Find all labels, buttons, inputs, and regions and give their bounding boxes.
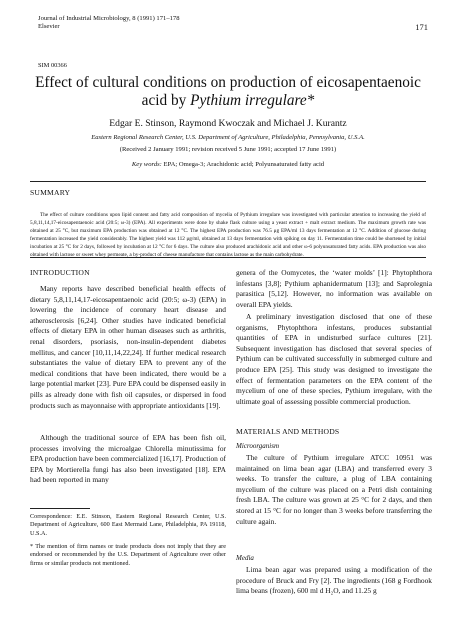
methods-heading: MATERIALS AND METHODS bbox=[236, 427, 340, 436]
journal-info bbox=[38, 15, 180, 32]
introduction-para-2: Although the traditional source of EPA has been fish oil, processes involving the microalgae Chlorella minutissima for EPA production have been commercialized [16,17]. Production of EPA by Mortierella fungi has also been investigated [18]. EPA had been reported in many bbox=[30, 433, 226, 485]
summary-heading: SUMMARY bbox=[30, 188, 71, 197]
divider-top bbox=[30, 181, 426, 182]
journal-citation: Journal of Industrial Microbiology, 8 (1991) 171–178 bbox=[38, 15, 180, 22]
divider-bottom bbox=[30, 257, 426, 258]
introduction-para-1: Many reports have described beneficial health effects of dietary 5,8,11,14,17-eicosapentaenoic acid (20:5; ω-3) (EPA) in lowering the incidence of coronary heart disease and atherosclerosis [6,24]. Other studies have indicated beneficial effects of dietary EPA in other human diseases such as arthritis, renal disorders, psoriasis, non-insulin-dependent diabetes mellitus, and cancer [10,11,14,22,24]. If further medical research substantiates the value of dietary EPA to prevent any of the medical conditions that have been indicated, there would be a large potential market [23]. Pure EPA could be dispensed easily in pills as already done with fish oil capsules, or dispersed in food products such as mayonnaise with appropriate antioxidants [19]. bbox=[30, 284, 226, 410]
sim-code: SIM 00366 bbox=[38, 62, 67, 69]
page-number: 171 bbox=[415, 22, 428, 32]
keywords-label: Key words: bbox=[131, 161, 162, 168]
publisher: Elsevier bbox=[38, 23, 60, 31]
introduction-heading: INTRODUCTION bbox=[30, 268, 90, 277]
media-heading: Media bbox=[236, 554, 254, 562]
title-line-2-species: Pythium irregulare* bbox=[190, 92, 315, 109]
footnote-rule bbox=[30, 508, 90, 509]
title-line-1: Effect of cultural conditions on production of eicosapentaenoic bbox=[35, 74, 421, 91]
title-line-2 bbox=[30, 92, 426, 110]
footnote-disclaimer: * The mention of firm names or trade products does not imply that they are endorsed or recommended by the U.S. Department of Agriculture over other firms or similar products not mentioned. bbox=[30, 543, 226, 567]
article-title bbox=[30, 74, 426, 110]
right-para-2: A preliminary investigation disclosed that one of these organisms, Phytophthora infestans, produces substantial quantities of EPA in undisturbed surface cultures [21]. Subsequent investigation has disclosed that several species of Pythium can be cultivated successfully in submerged culture and produce EPA [25]. This study was designed to investigate the effect of fermentation parameters on the EPA content of the mycelium of one of these species, Pythium irregulare, with the ultimate goal of assessing possible commercial production. bbox=[236, 312, 432, 406]
authors: Edgar E. Stinson, Raymond Kwoczak and Michael J. Kurantz bbox=[109, 118, 347, 129]
microorganism-heading: Microorganism bbox=[236, 442, 280, 450]
keywords bbox=[30, 161, 426, 168]
media-text: Lima bean agar was prepared using a modification of the procedure of Bruck and Fry [2]. The ingredients (168 g Fordhook lima beans (frozen), 600 ml d H₂O, and 11.25 g bbox=[236, 565, 432, 596]
summary-text: The effect of culture conditions upon lipid content and fatty acid composition of mycelia of Pythium irregulare was investigated with particular attention to increasing the yield of 5,8,11,14,17-eicosapentaenoic acid (20:5; ω-3) (EPA). All experiments were done by shake flask culture using a yeast extract + malt extract medium. The maximum growth rate was obtained at 25 °C, but maximum EPA production was obtained at 12 °C. The highest EPA production was 76.5 μg EPA/ml 13 days fermentation at 12 °C. Addition of glucose during fermentation increased the yield considerably. The highest yield was 112 μg/ml, obtained at 13 days fermentation with spiking on day 11. Fermentation time could be shortened by initial incubation at 25 °C for 2 days, followed by incubation at 12 °C for 6 days. The culture also produced arachidonic acid and other ω-6 polyunsaturated fatty acids. EPA production was also obtained with lactose or sweet whey permeate, a by-product of cheese manufacture that contains lactose as the main carbohydrate. bbox=[30, 212, 426, 258]
microorganism-text: The culture of Pythium irregulare ATCC 10951 was maintained on lima bean agar (LBA) and transferred every 3 weeks. To transfer the culture, a plug of LBA containing mycelium of the culture was placed on a Petri dish containing fresh LBA. The culture was grown at 25 °C for 2 days, and then stored at 15 °C for no longer than 3 weeks before transferring the culture again. bbox=[236, 453, 432, 526]
received-dates: (Received 2 January 1991; revision received 5 June 1991; accepted 17 June 1991) bbox=[119, 146, 337, 153]
footnote-correspondence: Correspondence: E.E. Stinson, Eastern Regional Research Center, U.S. Department of Agriculture, 600 East Mermaid Lane, Philadelphia, PA 19118, U.S.A. bbox=[30, 513, 226, 537]
title-line-2-plain: acid by bbox=[141, 92, 191, 109]
affiliation: Eastern Regional Research Center, U.S. Department of Agriculture, Philadelphia, Pennsylvania, U.S.A. bbox=[91, 134, 365, 141]
right-para-continued: genera of the Oomycetes, the ‘water molds’ [1]: Phytophthora infestans [3,8]; Pythium aphanidermatum [13]; and Saprolegnia parasitica [5,12]. However, no information was available on overall EPA yields. bbox=[236, 268, 432, 309]
keywords-list: EPA; Omega-3; Arachidonic acid; Polyunsaturated fatty acid bbox=[161, 161, 325, 168]
